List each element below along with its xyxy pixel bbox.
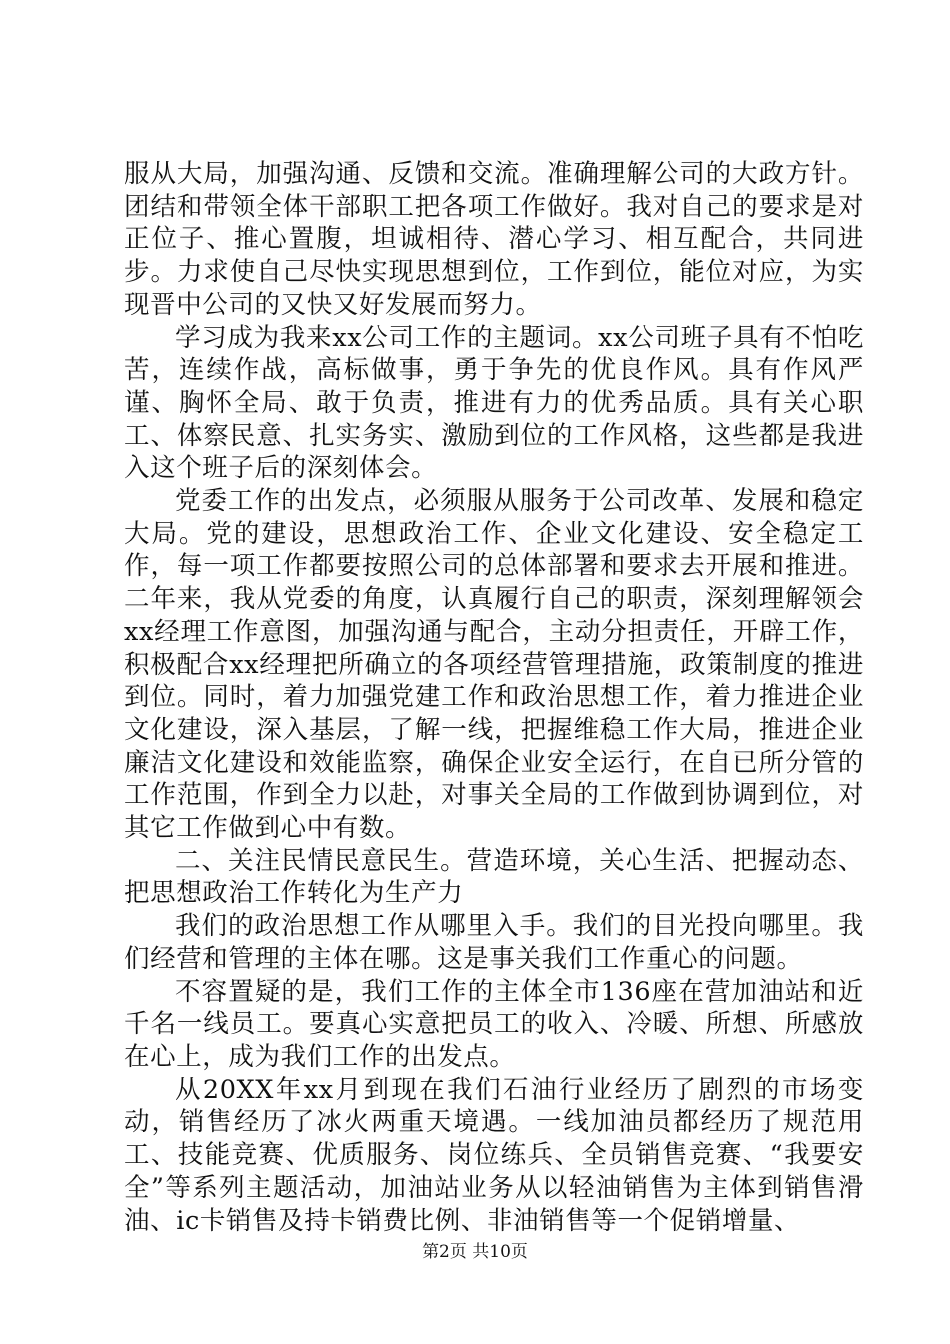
paragraph-5: 我们的政治思想工作从哪里入手。我们的目光投向哪里。我们经营和管理的主体在哪。这是事关我们工作重心的问题。 [124, 911, 864, 974]
section-heading-2: 二、关注民情民意民生。营造环境，关心生活、把握动态、把思想政治工作转化为生产力 [124, 845, 864, 909]
paragraph-2: 学习成为我来xx公司工作的主题词。xx公司班子具有不怕吃苦，连续作战，高标做事，勇于争先的优良作风。具有作风严谨、胸怀全局、敢于负责，推进有力的优秀品质。具有关心职工、体察民意、扎实务实、激励到位的工作风格，这些都是我进入这个班子后的深刻体会。 [124, 322, 864, 484]
document-body [124, 158, 864, 1237]
paragraph-6: 不容置疑的是，我们工作的主体全市136座在营加油站和近千名一线员工。要真心实意把员工的收入、冷暖、所想、所感放在心上，成为我们工作的出发点。 [124, 976, 864, 1072]
paragraph-7: 从20XX年xx月到现在我们石油行业经历了剧烈的市场变动，销售经历了冰火两重天境遇。一线加油员都经历了规范用工、技能竞赛、优质服务、岗位练兵、全员销售竞赛、“我要安全”等系列主题活动，加油站业务从以轻油销售为主体到销售滑油、ic卡销售及持卡销费比例、非油销售等一个促销增量、 [124, 1074, 864, 1236]
paragraph-3: 党委工作的出发点，必须服从服务于公司改革、发展和稳定大局。党的建设，思想政治工作、企业文化建设、安全稳定工作，每一项工作都要按照公司的总体部署和要求去开展和推进。二年来，我从党委的角度，认真履行自己的职责，深刻理解领会xx经理工作意图，加强沟通与配合，主动分担责任，开辟工作，积极配合xx经理把所确立的各项经营管理措施，政策制度的推进到位。同时，着力加强党建工作和政治思想工作，着力推进企业文化建设，深入基层，了解一线，把握维稳工作大局，推进企业廉洁文化建设和效能监察，确保企业安全运行，在自已所分管的工作范围，作到全力以赴，对事关全局的工作做到协调到位，对其它工作做到心中有数。 [124, 486, 864, 844]
page-footer: 第2页 共10页 [422, 1242, 528, 1262]
paragraph-1: 服从大局，加强沟通、反馈和交流。准确理解公司的大政方针。团结和带领全体干部职工把各项工作做好。我对自己的要求是对正位子、推心置腹，坦诚相待、潜心学习、相互配合，共同进步。力求使自己尽快实现思想到位，工作到位，能位对应，为实现晋中公司的又快又好发展而努力。 [124, 159, 864, 320]
